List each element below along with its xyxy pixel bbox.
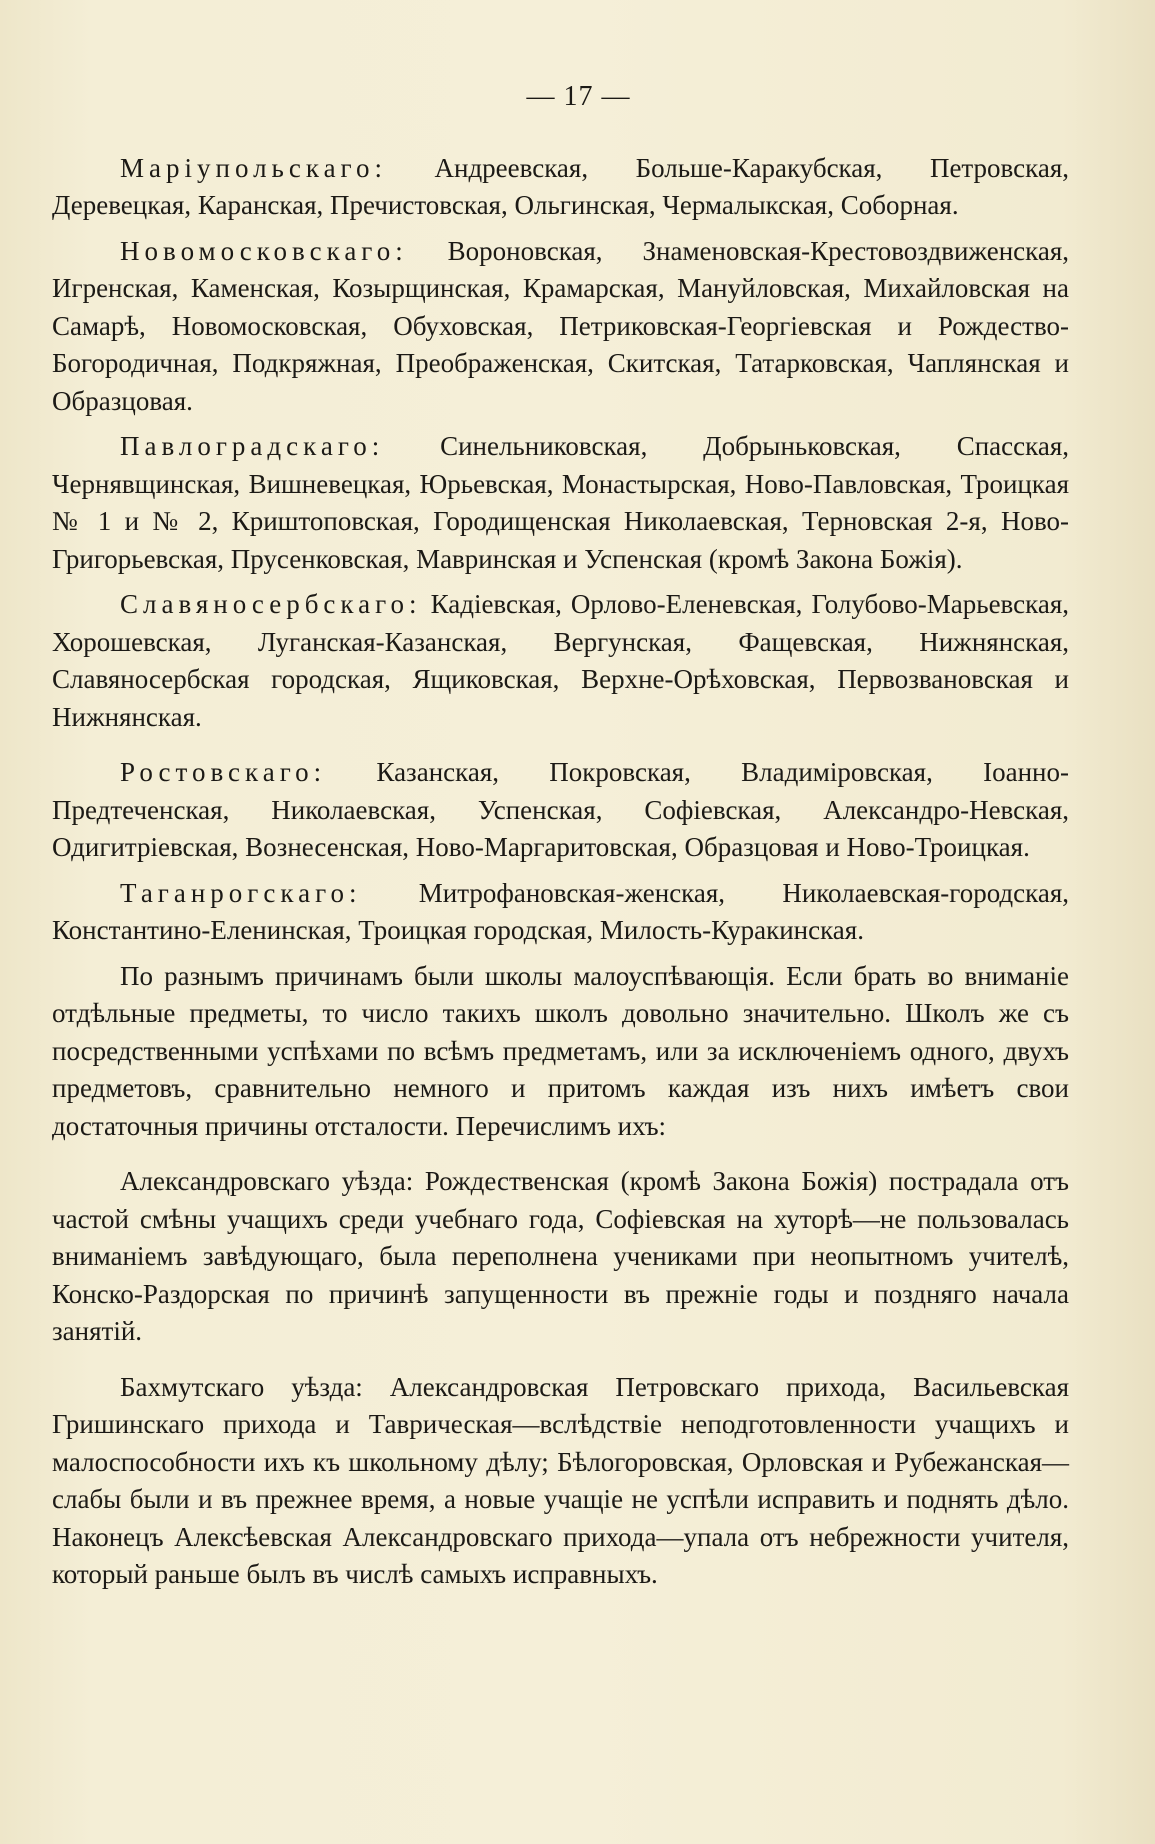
paragraph-text: Андреевская, Больше-Каракубская, Петровская, Деревецкая, Каранская, Пречистовская, Ольгинская, Чермалыкская, Соборная. — [52, 152, 1069, 220]
paragraph-rostov — [52, 754, 1069, 867]
district-name: Новомосковскаго: — [120, 235, 408, 266]
district-name: Ростовскаго: — [120, 757, 327, 787]
paragraph-text: Кадіевская, Орлово-Еленевская, Голубово-Марьевская, Хорошевская, Луганская-Казанская, Вергунская, Фащевская, Нижнянская, Славяносербская городская, Ящиковская, Верхне-Орѣховская, Первозвановская и Нижнянская. — [52, 589, 1069, 732]
paragraph-text: Казанская, Покровская, Владиміровская, Іоанно-Предтеченская, Николаевская, Успенская, Софіевская, Александро-Невская, Одигитріевская, Вознесенская, Ново-Маргаритовская, Образцовая и Ново-Троицкая. — [52, 757, 1069, 862]
page-number: — 17 — — [526, 81, 631, 112]
paragraph-pavlograd — [52, 428, 1069, 578]
paragraph-taganrog — [52, 875, 1069, 950]
paragraph-aleksandrovsk-district — [52, 1163, 1069, 1351]
paragraph-text: Митрофановская-женская, Николаевская-городская, Константино-Еленинская, Троицкая городская, Милость-Куракинская. — [52, 877, 1069, 945]
paragraph-text: Александровскаго уѣзда: Рождественская (кромѣ Закона Божія) пострадала отъ частой смѣны учащихъ среди учебнаго года, Софіевская на хуторѣ—не пользовалась вниманіемъ завѣдующаго, была переполнена учениками при неопытномъ учителѣ, Конско-Раздорская по причинѣ запущенности въ прежніе годы и поздняго начала занятій. — [52, 1166, 1069, 1346]
paragraph-bakhmut-district — [52, 1369, 1069, 1594]
paragraph-text: По разнымъ причинамъ были школы малоуспѣвающія. Если брать во вниманіе отдѣльные предметы, то число такихъ школъ довольно значительно. Школъ же съ посредственными успѣхами по всѣмъ предметамъ, или за исключеніемъ одного, двухъ предметовъ, сравнительно немного и притомъ каждая изъ нихъ имѣетъ свои достаточныя причины отсталости. Перечислимъ ихъ: — [52, 960, 1069, 1141]
paragraph-underperforming-schools — [52, 958, 1069, 1146]
paragraph-mariupol — [52, 150, 1069, 225]
paragraph-text: Синельниковская, Добрыньковская, Спасская, Чернявщинская, Вишневецкая, Юрьевская, Монастырская, Ново-Павловская, Троицкая № 1 и № 2, Криштоповская, Городищенская Николаевская, Терновская 2-я, Ново-Григорьевская, Прусенковская, Мавринская и Успенская (кромѣ Закона Божія). — [52, 431, 1069, 574]
paragraph-novomoskovsk — [52, 233, 1069, 421]
district-name: Таганрогскаго: — [120, 877, 362, 908]
district-name: Славяносербскаго: — [120, 589, 422, 619]
district-name: Маріупольскаго: — [120, 152, 387, 183]
paragraph-text: Вороновская, Знаменовская-Крестовоздвиженская, Игренская, Каменская, Козырщинская, Крамарская, Мануйловская, Михайловская на Самарѣ, Новомосковская, Обуховская, Петриковская-Георгіевская и Рождество-Богородичная, Подкряжная, Преображенская, Скитская, Татарковская, Чаплянская и Образцовая. — [52, 235, 1069, 416]
paragraph-text: Бахмутскаго уѣзда: Александровская Петровскаго прихода, Васильевская Гришинскаго прихода и Таврическая—вслѣдствіе неподготовленности учащихъ и малоспособности ихъ къ школьному дѣлу; Бѣлогоровская, Орловская и Рубежанская—слабы были и въ прежнее время, а новые учащіе не успѣли исправить и поднять дѣло. Наконецъ Алексѣевская Александровскаго прихода—упала отъ небрежности учителя, который раньше былъ въ числѣ самыхъ исправныхъ. — [52, 1371, 1069, 1589]
district-name: Павлоградскаго: — [120, 431, 385, 461]
paragraph-slavyanoserbsk — [52, 586, 1069, 736]
